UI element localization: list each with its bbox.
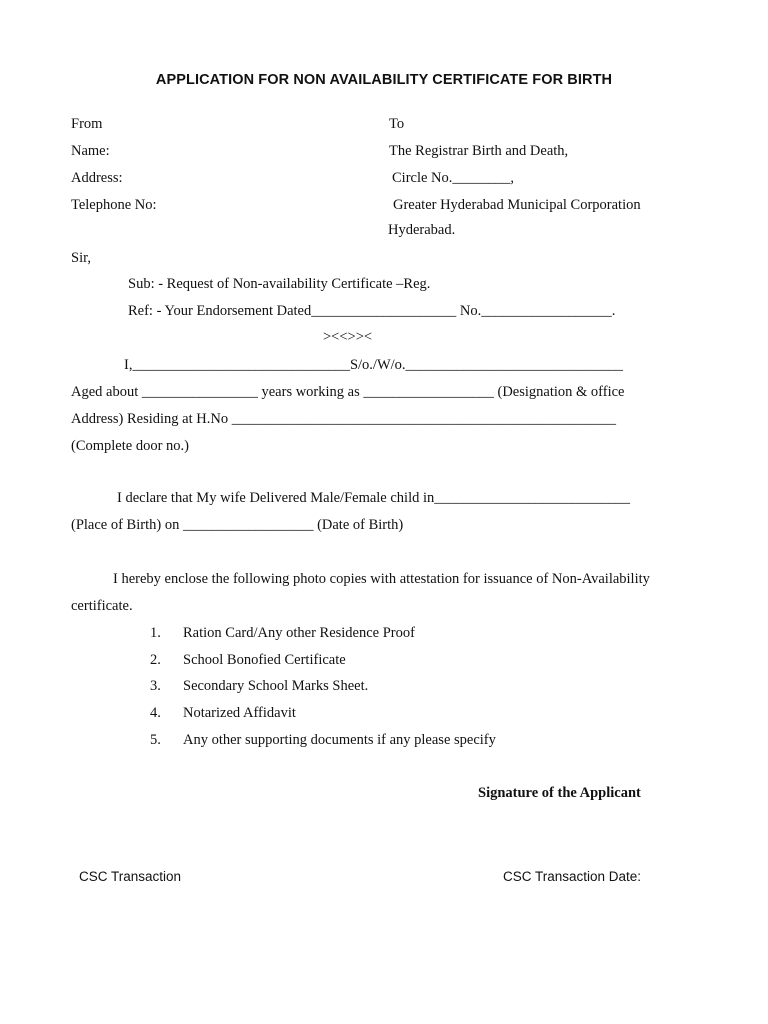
- telephone-label: Telephone No:: [71, 197, 157, 213]
- corporation-line: Greater Hyderabad Municipal Corporation: [393, 197, 641, 213]
- list-item-number: 1.: [150, 625, 161, 641]
- subject-line: Sub: - Request of Non-availability Certificate –Reg.: [128, 276, 431, 292]
- list-item-number: 3.: [150, 678, 161, 694]
- name-label: Name:: [71, 143, 110, 159]
- list-item: Notarized Affidavit: [183, 705, 296, 721]
- salutation: Sir,: [71, 250, 91, 266]
- applicant-line: I,______________________________S/o./W/o.______________________________: [124, 357, 624, 373]
- door-no-line: (Complete door no.): [71, 438, 189, 454]
- from-label: From: [71, 116, 103, 132]
- csc-transaction-date-label: CSC Transaction Date:: [503, 869, 642, 884]
- signature-label: Signature of the Applicant: [478, 785, 641, 801]
- list-item: Ration Card/Any other Residence Proof: [183, 625, 415, 641]
- page-title: APPLICATION FOR NON AVAILABILITY CERTIFICATE FOR BIRTH: [155, 72, 613, 88]
- circle-line: Circle No.________,: [392, 170, 515, 186]
- birth-details-line: (Place of Birth) on __________________ (Date of Birth): [71, 517, 404, 533]
- list-item-number: 5.: [150, 732, 161, 748]
- enclosure-line: I hereby enclose the following photo copies with attestation for issuance of Non-Availability: [113, 571, 650, 587]
- list-item-number: 4.: [150, 705, 161, 721]
- reference-line: Ref: - Your Endorsement Dated____________________ No.__________________.: [128, 303, 616, 319]
- list-item: School Bonofied Certificate: [183, 652, 346, 668]
- residence-line: Address) Residing at H.No _____________________________________________________: [71, 411, 616, 427]
- list-item: Secondary School Marks Sheet.: [183, 678, 369, 694]
- age-line: Aged about ________________ years working as __________________ (Designation & office: [71, 384, 625, 400]
- address-label: Address:: [71, 170, 123, 186]
- separator: ><<>><: [323, 329, 373, 345]
- list-item-number: 2.: [150, 652, 161, 668]
- enclosure-line-2: certificate.: [71, 598, 133, 614]
- city-line: Hyderabad.: [388, 222, 456, 238]
- declaration-line: I declare that My wife Delivered Male/Female child in___________________________: [117, 490, 631, 506]
- registrar-line: The Registrar Birth and Death,: [389, 143, 569, 159]
- list-item: Any other supporting documents if any please specify: [183, 732, 496, 748]
- csc-transaction-label: CSC Transaction: [79, 869, 182, 884]
- to-label: To: [389, 116, 405, 132]
